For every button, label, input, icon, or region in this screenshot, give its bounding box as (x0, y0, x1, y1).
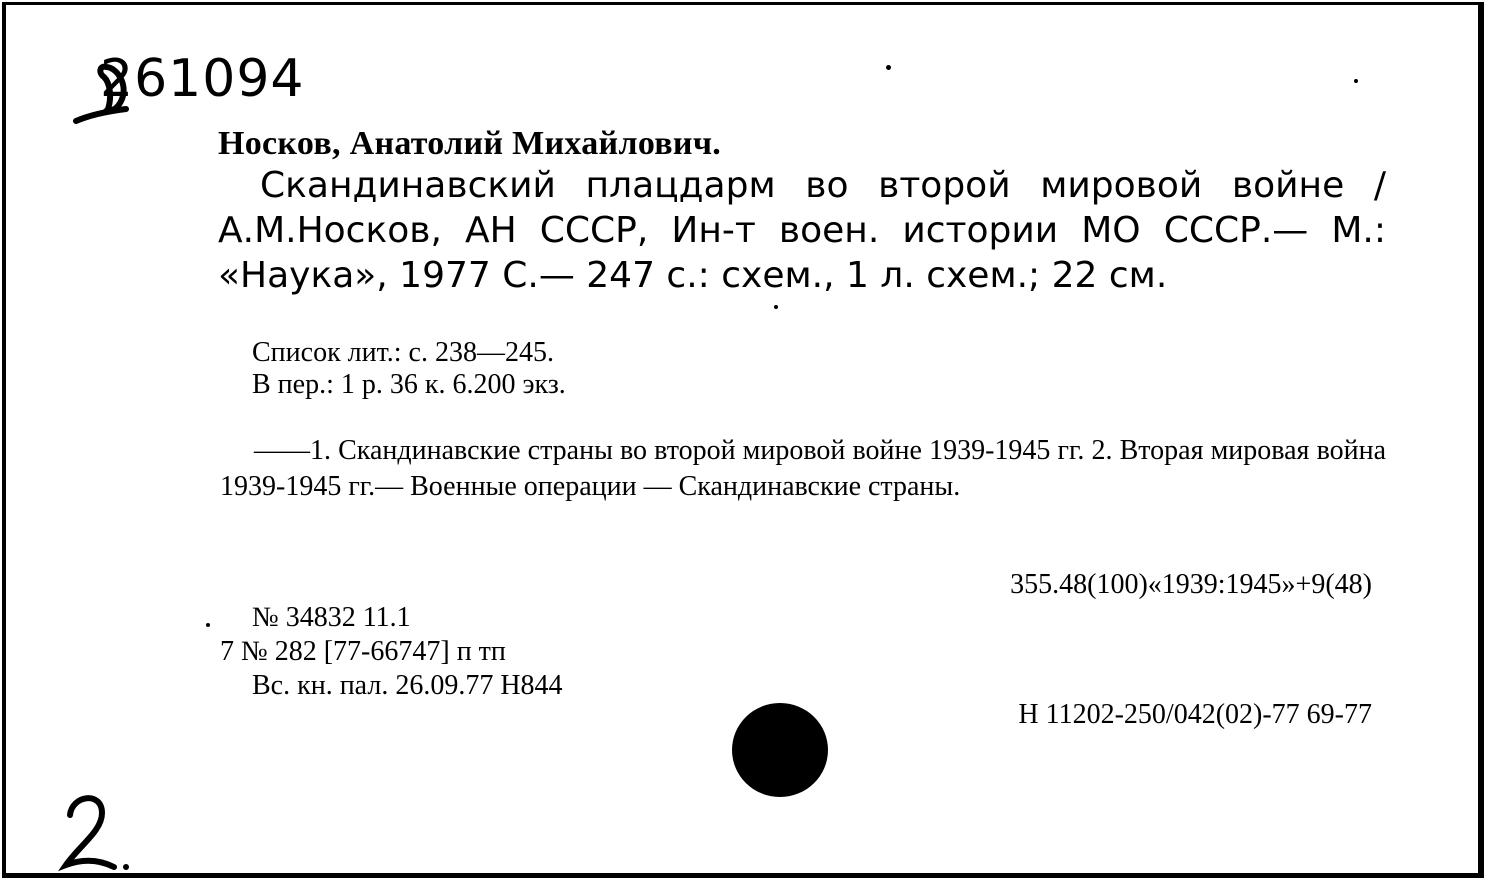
index-code: Н 11202-250/042(02)-77 69-77 (1018, 699, 1372, 730)
handwritten-number-mark (58, 785, 138, 875)
call-number: 261094 (100, 49, 305, 109)
print-info-block (220, 601, 563, 703)
price-note: В пер.: 1 р. 36 к. 6.200 экз. (252, 369, 566, 400)
title-statement: Скандинавский плацдарм во второй мировой войне / А.М.Носков, АН СССР, Ин-т воен. истории МО СССР.— М.: «Наука», 1977 С.— 247 с.: схем., 1 л. схем.; 22 см. (218, 165, 1386, 296)
udc-classification: 355.48(100)«1939:1945»+9(48) (1010, 569, 1372, 600)
ink-speck (1354, 79, 1358, 83)
subject-headings: ——1. Скандинавские страны во второй мировой войне 1939-1945 гг. 2. Вторая мировая война 1939-1945 гг.— Военные операции — Скандинавские страны. (220, 435, 1386, 502)
ink-speck (206, 623, 210, 627)
notes-block (252, 337, 566, 401)
author-heading: Носков, Анатолий Михайлович. (218, 125, 722, 162)
print-info-line: № 34832 11.1 (252, 602, 411, 633)
punch-hole (732, 703, 828, 797)
print-info-line: Вс. кн. пал. 26.09.77 Н844 (252, 670, 563, 701)
bibliography-note: Список лит.: с. 238—245. (252, 337, 554, 368)
catalog-card (2, 2, 1484, 878)
print-info-line: 7 № 282 [77-66747] п тп (220, 636, 506, 667)
ink-speck (774, 305, 778, 309)
ink-speck (886, 65, 891, 70)
